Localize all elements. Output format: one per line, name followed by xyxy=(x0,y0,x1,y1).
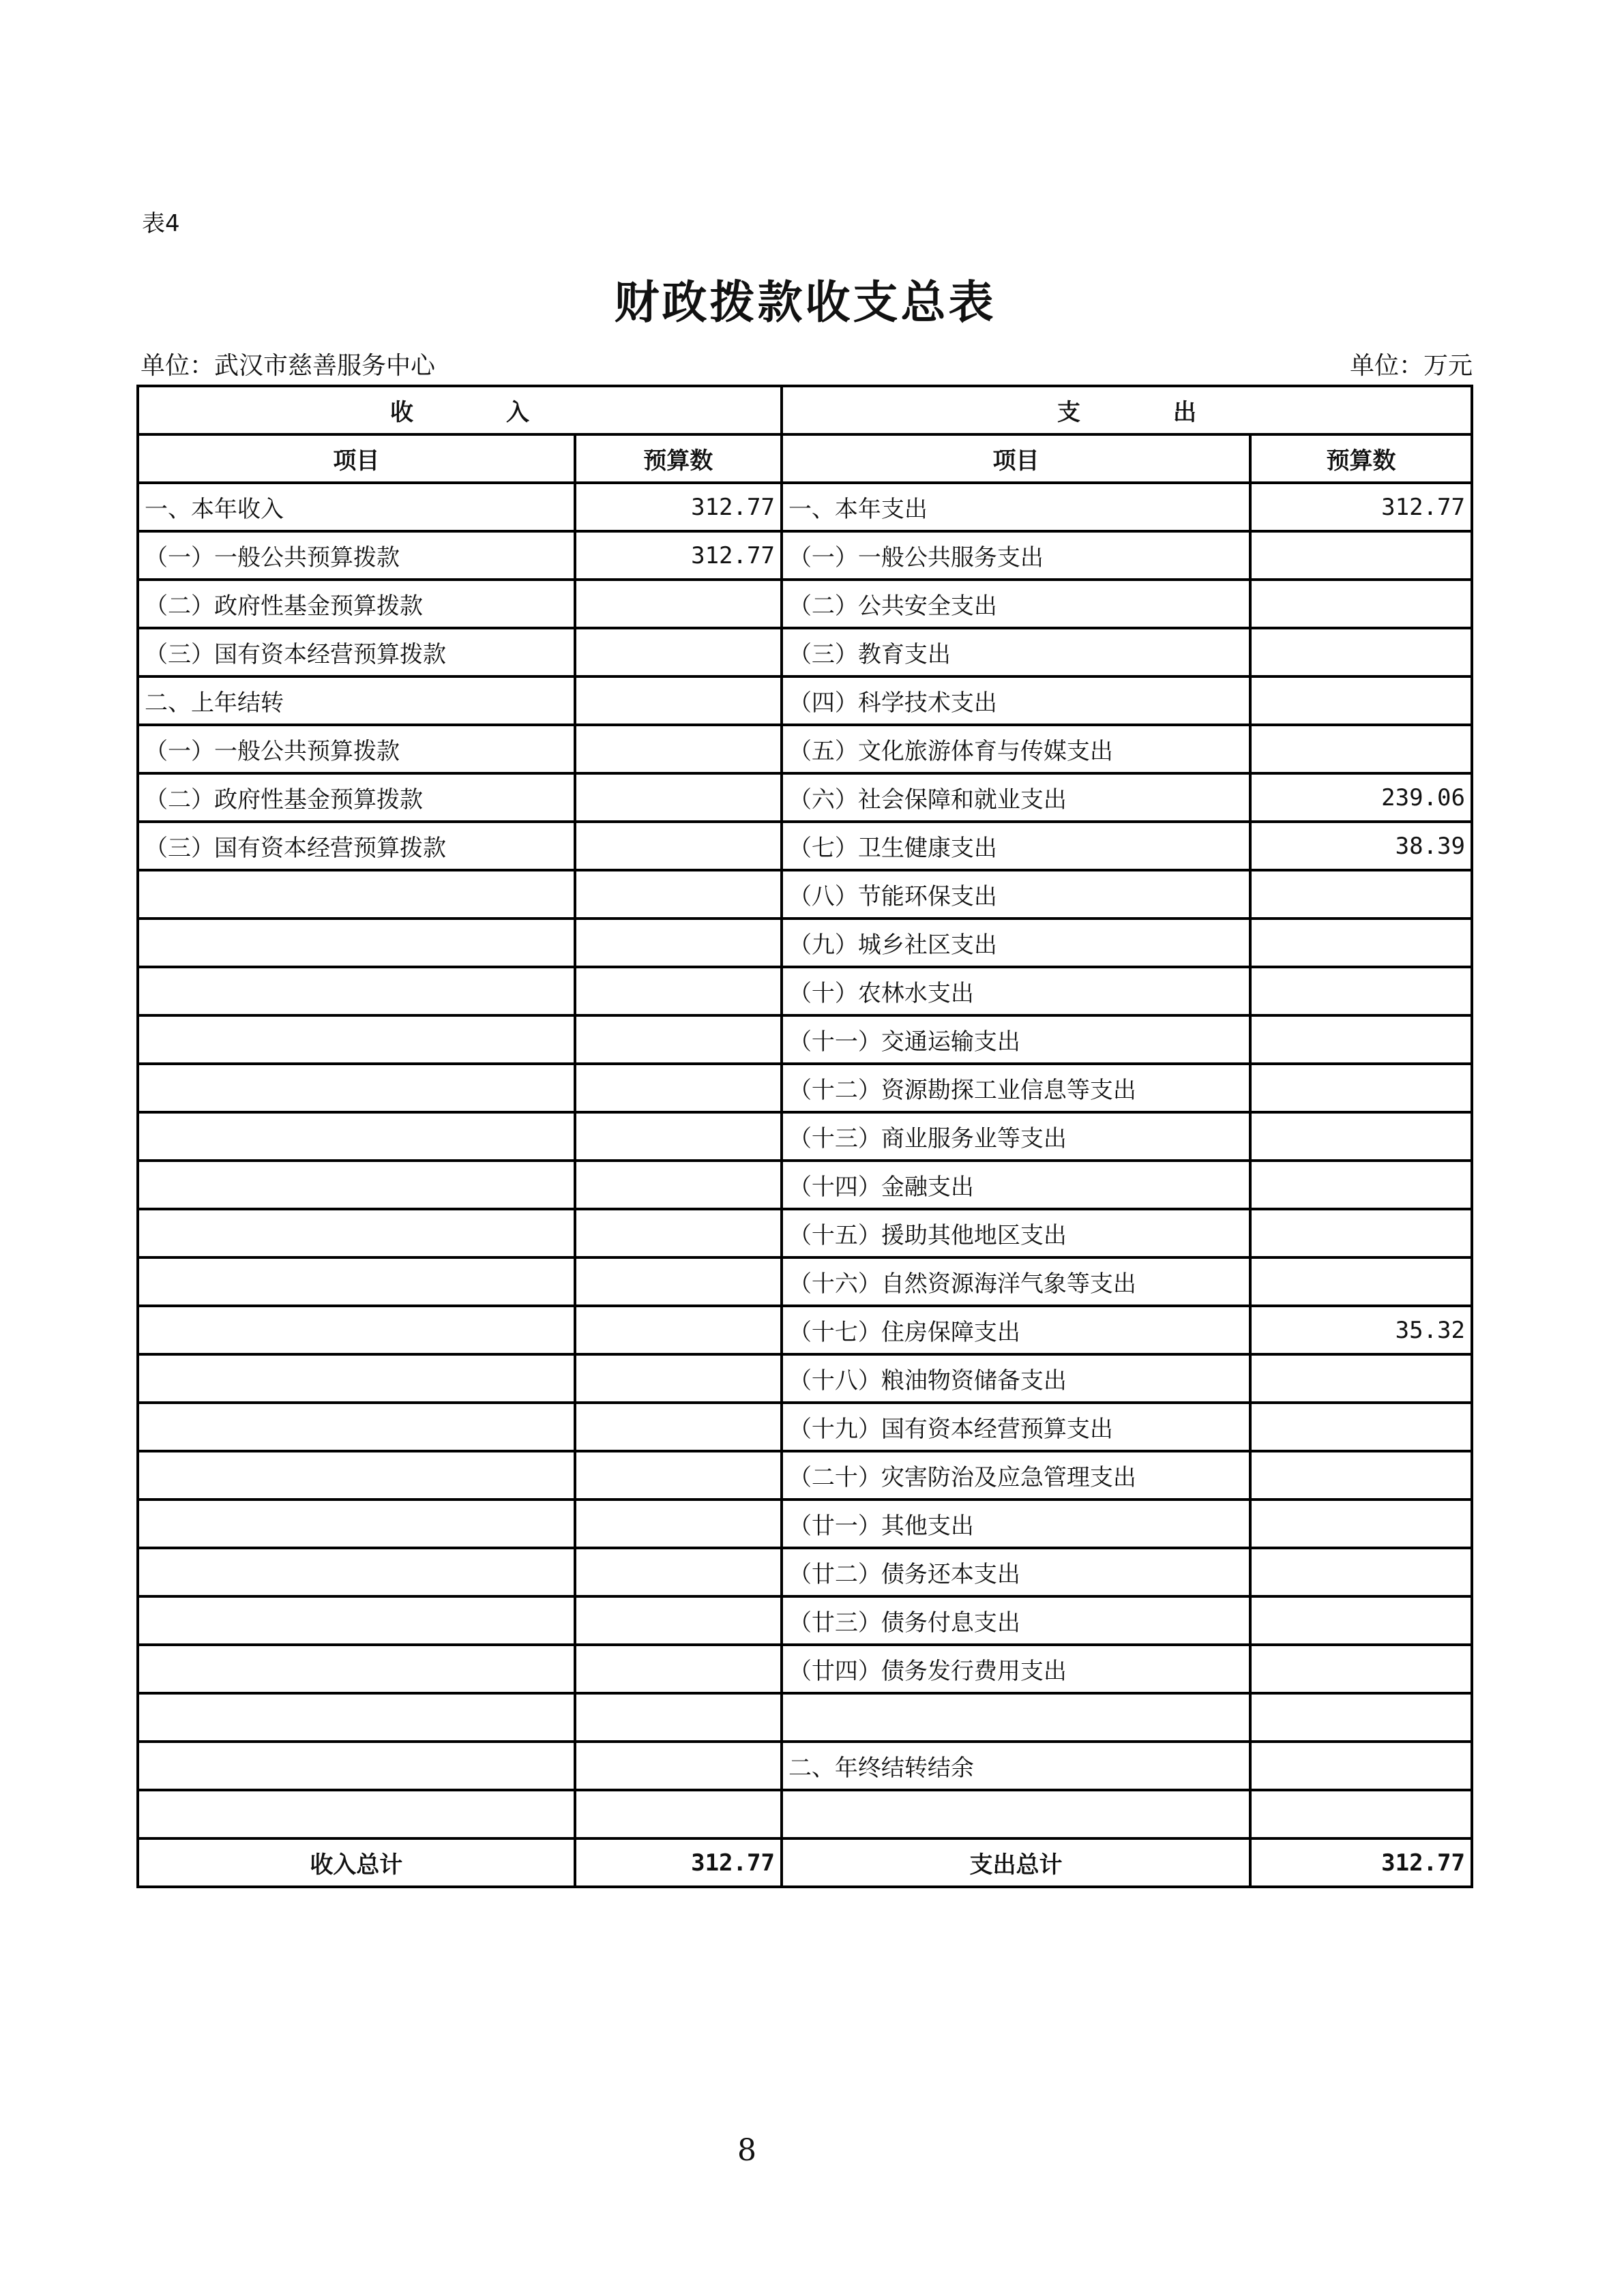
table-row xyxy=(138,1451,1472,1500)
table-row xyxy=(138,1742,1472,1790)
expense-budget-cell xyxy=(1250,628,1472,676)
income-total-label: 收入总计 xyxy=(138,1838,575,1887)
table-row xyxy=(138,1500,1472,1548)
income-item-cell: （一）一般公共预算拨款 xyxy=(138,725,575,773)
expense-item-cell: （十八）粮油物资储备支出 xyxy=(782,1354,1250,1403)
income-item-cell xyxy=(138,1500,575,1548)
expense-item-cell: （十一）交通运输支出 xyxy=(782,1015,1250,1064)
income-budget-cell xyxy=(575,1500,782,1548)
expense-item-cell: 一、本年支出 xyxy=(782,483,1250,531)
expense-budget-cell xyxy=(1250,1548,1472,1596)
expense-item-cell: （九）城乡社区支出 xyxy=(782,919,1250,967)
expense-budget-cell: 38.39 xyxy=(1250,822,1472,870)
income-item-cell: （二）政府性基金预算拨款 xyxy=(138,773,575,822)
expense-item-cell: （一）一般公共服务支出 xyxy=(782,531,1250,580)
expense-budget-cell xyxy=(1250,580,1472,628)
income-item-cell xyxy=(138,1306,575,1354)
expense-budget-cell xyxy=(1250,531,1472,580)
income-budget-cell xyxy=(575,1064,782,1112)
expense-item-cell: （四）科学技术支出 xyxy=(782,676,1250,725)
expense-item-cell: （六）社会保障和就业支出 xyxy=(782,773,1250,822)
income-budget-cell xyxy=(575,1451,782,1500)
expense-budget-column-header: 预算数 xyxy=(1250,434,1472,483)
expense-item-cell: （十二）资源勘探工业信息等支出 xyxy=(782,1064,1250,1112)
expense-section-header: 支 出 xyxy=(782,386,1472,434)
expense-item-cell: （十六）自然资源海洋气象等支出 xyxy=(782,1257,1250,1306)
table-row xyxy=(138,1645,1472,1693)
expense-item-cell: （廿二）债务还本支出 xyxy=(782,1548,1250,1596)
expense-item-cell xyxy=(782,1693,1250,1742)
expense-budget-cell xyxy=(1250,967,1472,1015)
table-row xyxy=(138,870,1472,919)
income-budget-cell xyxy=(575,1161,782,1209)
expense-budget-cell xyxy=(1250,1693,1472,1742)
table-row xyxy=(138,725,1472,773)
income-item-cell xyxy=(138,1693,575,1742)
income-item-cell xyxy=(138,1161,575,1209)
expense-budget-cell xyxy=(1250,1257,1472,1306)
income-budget-cell xyxy=(575,1403,782,1451)
income-item-cell xyxy=(138,1209,575,1257)
income-budget-cell xyxy=(575,1112,782,1161)
income-budget-cell xyxy=(575,1790,782,1838)
income-item-cell xyxy=(138,1112,575,1161)
income-budget-cell xyxy=(575,822,782,870)
page-title: 财政拨款收支总表 xyxy=(614,275,996,329)
income-budget-cell xyxy=(575,1209,782,1257)
unit-currency: 单位：万元 xyxy=(1349,352,1473,380)
expense-budget-cell xyxy=(1250,676,1472,725)
expense-item-cell: 二、年终结转结余 xyxy=(782,1742,1250,1790)
income-budget-cell xyxy=(575,919,782,967)
income-item-cell xyxy=(138,1645,575,1693)
expense-item-cell: （廿三）债务付息支出 xyxy=(782,1596,1250,1645)
income-budget-cell xyxy=(575,676,782,725)
income-item-cell xyxy=(138,919,575,967)
expense-budget-cell xyxy=(1250,870,1472,919)
income-item-cell: （三）国有资本经营预算拨款 xyxy=(138,822,575,870)
table-row xyxy=(138,1015,1472,1064)
page-number: 8 xyxy=(737,2133,756,2168)
income-budget-cell xyxy=(575,1548,782,1596)
table-number: 表4 xyxy=(142,210,180,237)
table-row xyxy=(138,580,1472,628)
table-row xyxy=(138,1354,1472,1403)
table-row xyxy=(138,1257,1472,1306)
expense-budget-cell xyxy=(1250,1064,1472,1112)
income-budget-cell xyxy=(575,1306,782,1354)
income-item-cell xyxy=(138,1596,575,1645)
expense-budget-cell xyxy=(1250,1790,1472,1838)
income-budget-cell xyxy=(575,1596,782,1645)
table-row xyxy=(138,967,1472,1015)
expense-budget-cell: 239.06 xyxy=(1250,773,1472,822)
income-item-cell xyxy=(138,1354,575,1403)
income-budget-cell xyxy=(575,773,782,822)
table-row xyxy=(138,1403,1472,1451)
expense-budget-cell: 35.32 xyxy=(1250,1306,1472,1354)
income-item-cell xyxy=(138,1790,575,1838)
income-item-cell xyxy=(138,870,575,919)
expense-item-cell: （廿四）债务发行费用支出 xyxy=(782,1645,1250,1693)
fiscal-appropriation-table xyxy=(136,385,1473,1888)
expense-item-cell: （十七）住房保障支出 xyxy=(782,1306,1250,1354)
table-row xyxy=(138,531,1472,580)
expense-item-cell: （三）教育支出 xyxy=(782,628,1250,676)
income-item-cell xyxy=(138,1257,575,1306)
income-item-cell: 二、上年结转 xyxy=(138,676,575,725)
table-row xyxy=(138,773,1472,822)
income-item-column-header: 项目 xyxy=(138,434,575,483)
income-budget-cell xyxy=(575,1015,782,1064)
expense-item-cell: （十三）商业服务业等支出 xyxy=(782,1112,1250,1161)
expense-item-cell: （十九）国有资本经营预算支出 xyxy=(782,1403,1250,1451)
section-header-row xyxy=(138,386,1472,434)
income-budget-cell: 312.77 xyxy=(575,531,782,580)
table-row xyxy=(138,1790,1472,1838)
expense-item-cell: （五）文化旅游体育与传媒支出 xyxy=(782,725,1250,773)
income-budget-cell xyxy=(575,1742,782,1790)
table-row xyxy=(138,676,1472,725)
expense-item-cell: （廿一）其他支出 xyxy=(782,1500,1250,1548)
expense-budget-cell: 312.77 xyxy=(1250,483,1472,531)
income-budget-cell xyxy=(575,725,782,773)
income-budget-cell: 312.77 xyxy=(575,483,782,531)
income-item-cell xyxy=(138,1064,575,1112)
expense-item-cell: （十四）金融支出 xyxy=(782,1161,1250,1209)
income-item-cell xyxy=(138,1451,575,1500)
expense-item-column-header: 项目 xyxy=(782,434,1250,483)
table-row xyxy=(138,1548,1472,1596)
expense-item-cell: （七）卫生健康支出 xyxy=(782,822,1250,870)
expense-item-cell: （二）公共安全支出 xyxy=(782,580,1250,628)
table-row xyxy=(138,1596,1472,1645)
income-section-header: 收 入 xyxy=(138,386,782,434)
income-total-value: 312.77 xyxy=(575,1838,782,1887)
income-item-cell: （三）国有资本经营预算拨款 xyxy=(138,628,575,676)
expense-budget-cell xyxy=(1250,1403,1472,1451)
expense-budget-cell xyxy=(1250,1112,1472,1161)
income-budget-cell xyxy=(575,628,782,676)
income-budget-column-header: 预算数 xyxy=(575,434,782,483)
income-item-cell: （二）政府性基金预算拨款 xyxy=(138,580,575,628)
expense-item-cell xyxy=(782,1790,1250,1838)
expense-budget-cell xyxy=(1250,1015,1472,1064)
expense-item-cell: （二十）灾害防治及应急管理支出 xyxy=(782,1451,1250,1500)
expense-total-value: 312.77 xyxy=(1250,1838,1472,1887)
income-item-cell xyxy=(138,967,575,1015)
expense-budget-cell xyxy=(1250,1596,1472,1645)
income-item-cell xyxy=(138,1548,575,1596)
table-row xyxy=(138,919,1472,967)
expense-item-cell: （十五）援助其他地区支出 xyxy=(782,1209,1250,1257)
expense-budget-cell xyxy=(1250,919,1472,967)
expense-budget-cell xyxy=(1250,1161,1472,1209)
expense-budget-cell xyxy=(1250,1354,1472,1403)
expense-budget-cell xyxy=(1250,725,1472,773)
expense-item-cell: （八）节能环保支出 xyxy=(782,870,1250,919)
income-item-cell xyxy=(138,1742,575,1790)
expense-budget-cell xyxy=(1250,1209,1472,1257)
income-budget-cell xyxy=(575,1645,782,1693)
unit-organization: 单位：武汉市慈善服务中心 xyxy=(141,352,436,380)
table-row xyxy=(138,1161,1472,1209)
income-budget-cell xyxy=(575,1354,782,1403)
income-budget-cell xyxy=(575,870,782,919)
expense-item-cell: （十）农林水支出 xyxy=(782,967,1250,1015)
table-row xyxy=(138,628,1472,676)
table-row xyxy=(138,1112,1472,1161)
income-item-cell xyxy=(138,1403,575,1451)
table-row xyxy=(138,483,1472,531)
table-row xyxy=(138,1306,1472,1354)
table-row xyxy=(138,1064,1472,1112)
column-header-row xyxy=(138,434,1472,483)
income-item-cell: 一、本年收入 xyxy=(138,483,575,531)
expense-budget-cell xyxy=(1250,1645,1472,1693)
income-budget-cell xyxy=(575,580,782,628)
table-row xyxy=(138,1693,1472,1742)
income-budget-cell xyxy=(575,1693,782,1742)
expense-total-label: 支出总计 xyxy=(782,1838,1250,1887)
table-row xyxy=(138,1209,1472,1257)
income-item-cell: （一）一般公共预算拨款 xyxy=(138,531,575,580)
table-row xyxy=(138,822,1472,870)
income-budget-cell xyxy=(575,967,782,1015)
income-item-cell xyxy=(138,1015,575,1064)
expense-budget-cell xyxy=(1250,1500,1472,1548)
expense-budget-cell xyxy=(1250,1742,1472,1790)
total-row xyxy=(138,1838,1472,1887)
expense-budget-cell xyxy=(1250,1451,1472,1500)
income-budget-cell xyxy=(575,1257,782,1306)
